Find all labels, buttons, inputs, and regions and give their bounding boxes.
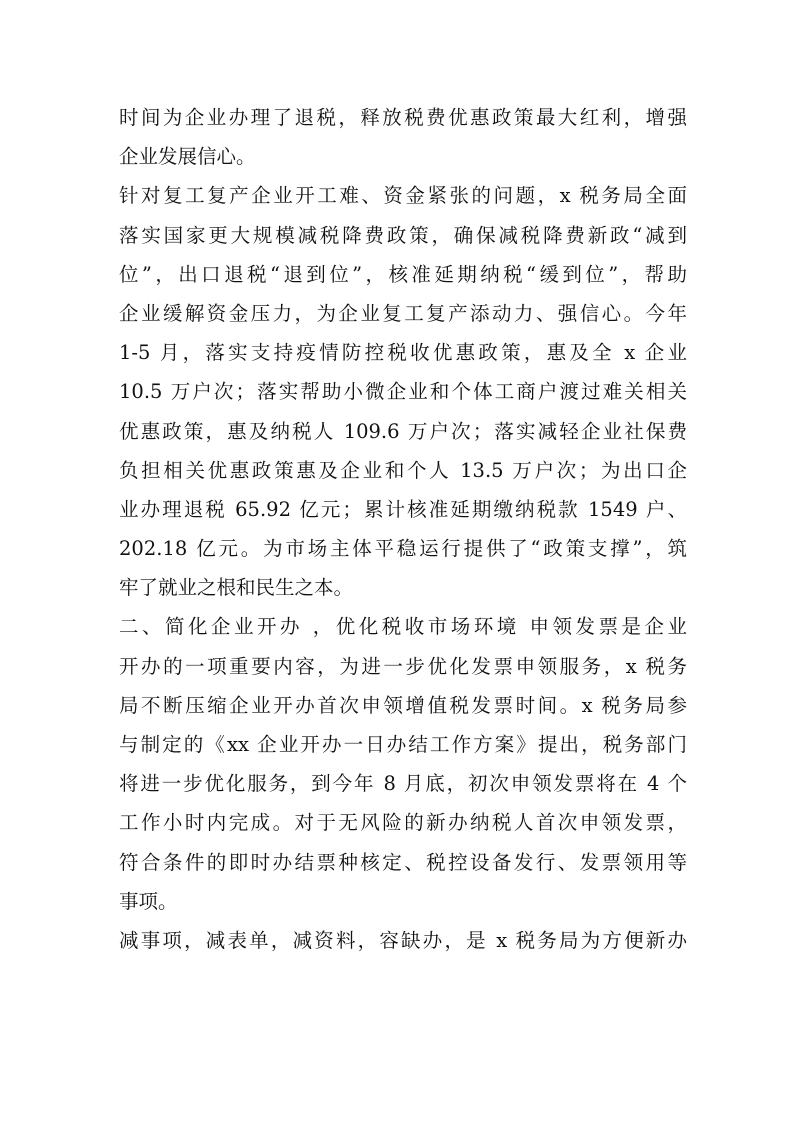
text-line: 工作小时内完成。对于无风险的新办纳税人首次申领发票， <box>119 811 687 835</box>
text-line: 减事项，减表单，减资料，容缺办，是 x 税务局为方便新办 <box>119 928 687 952</box>
text-line: 与制定的《xx 企业开办一日办结工作方案》提出，税务部门 <box>119 733 687 756</box>
text-line: 符合条件的即时办结票种核定、税控设备发行、发票领用等 <box>119 850 687 874</box>
text-line: 优惠政策，惠及纳税人 109.6 万户次；落实减轻企业社保费 <box>119 419 687 443</box>
text-line: 时间为企业办理了退税，释放税费优惠政策最大红利，增强 <box>119 106 687 129</box>
text-line: 企业发展信心。 <box>119 145 256 169</box>
text-line: 负担相关优惠政策惠及企业和个人 13.5 万户次；为出口企 <box>119 458 687 482</box>
text-line: 开办的一项重要内容，为进一步优化发票申领服务，x 税务 <box>119 654 687 678</box>
text-line: 牢了就业之根和民生之本。 <box>119 576 354 600</box>
text-line: 1-5 月，落实支持疫情防控税收优惠政策，惠及全 x 企业 <box>119 341 687 365</box>
text-line: 局不断压缩企业开办首次申领增值税发票时间。x 税务局参 <box>119 693 687 717</box>
text-line: 将进一步优化服务，到今年 8 月底，初次申领发票将在 4 个 <box>119 772 687 796</box>
text-line: 业办理退税 65.92 亿元；累计核准延期缴纳税款 1549 户、 <box>119 497 687 521</box>
text-line: 落实国家更大规模减税降费政策，确保减税降费新政“减到 <box>119 223 687 247</box>
text-line: 针对复工复产企业开工难、资金紧张的问题，x 税务局全面 <box>119 184 687 208</box>
text-line: 二、简化企业开办 ，优化税收市场环境 申领发票是企业 <box>119 615 687 639</box>
text-line: 事项。 <box>119 889 178 913</box>
text-line: 企业缓解资金压力，为企业复工复产添动力、强信心。今年 <box>119 301 687 325</box>
text-line: 位”，出口退税“退到位”，核准延期纳税“缓到位”，帮助 <box>119 262 687 286</box>
body-text <box>119 98 687 960</box>
text-line: 202.18 亿元。为市场主体平稳运行提供了“政策支撑”，筑 <box>119 537 687 561</box>
text-line: 10.5 万户次；落实帮助小微企业和个体工商户渡过难关相关 <box>119 380 687 404</box>
